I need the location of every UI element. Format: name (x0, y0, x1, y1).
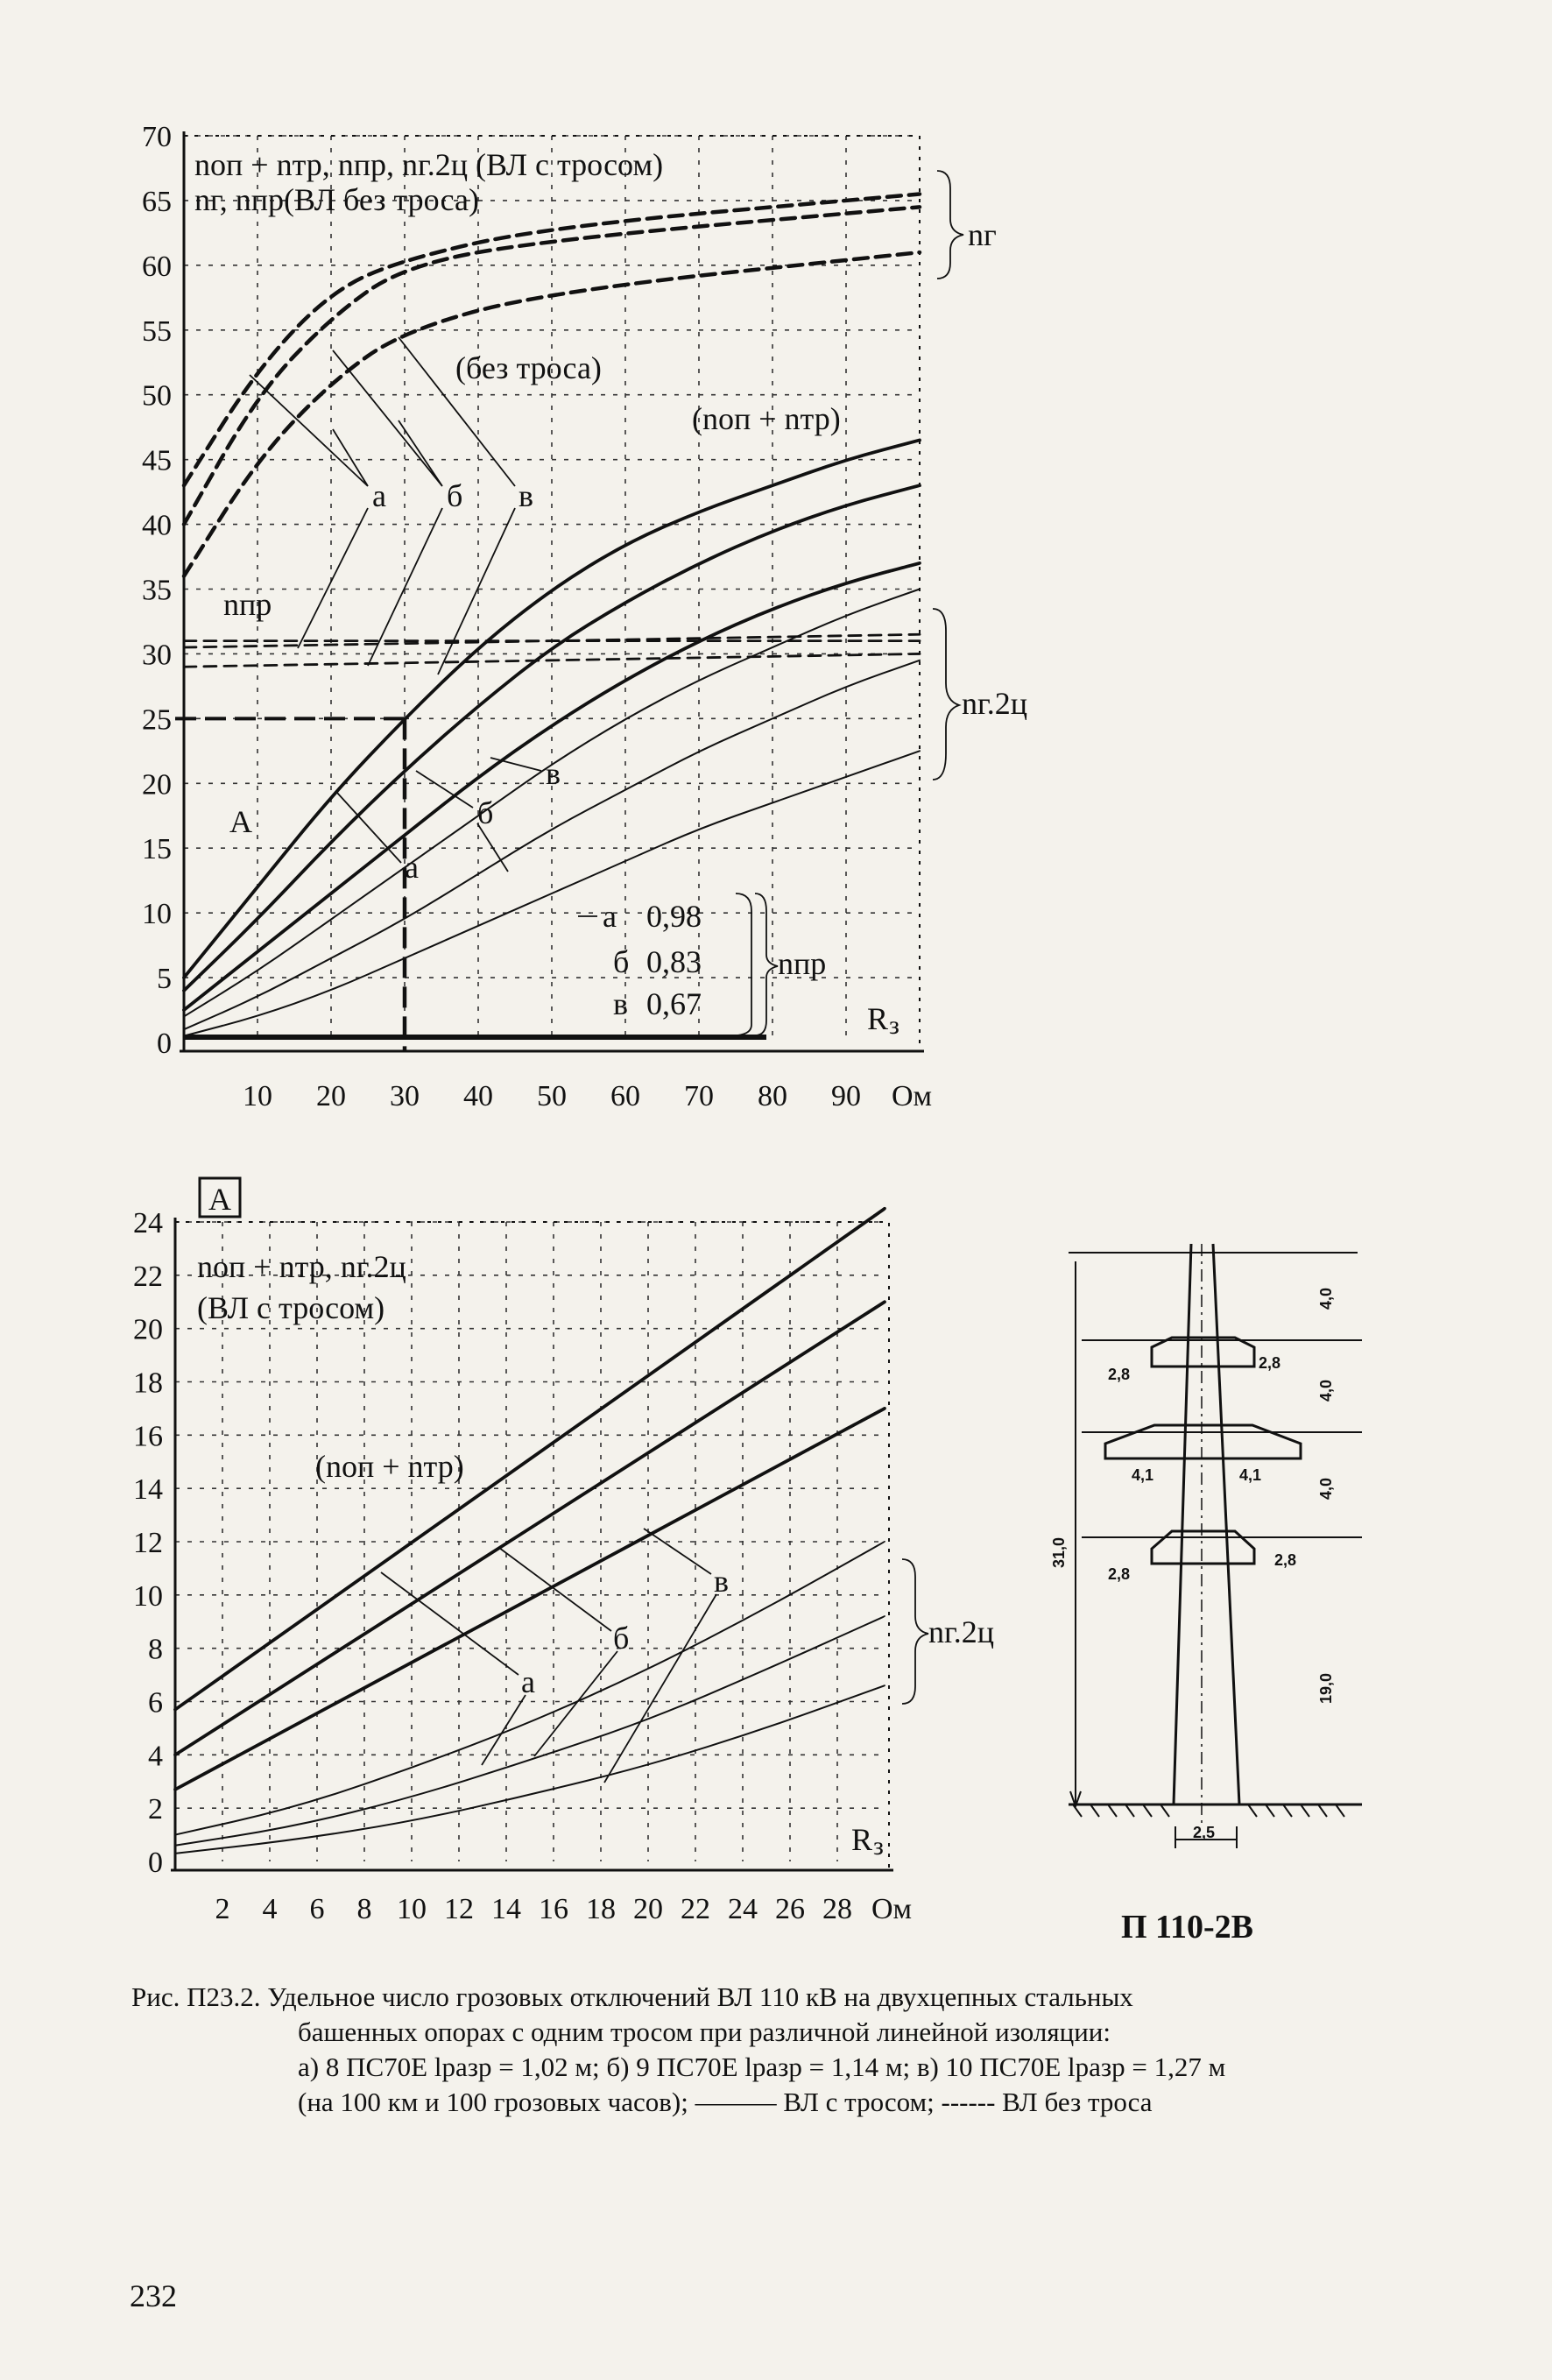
tower-section-4-label: 19,0 (1317, 1672, 1335, 1704)
legend-row-a-key: а (603, 899, 617, 934)
chart-main-lower-b: б (477, 795, 494, 830)
tower-crossarm-3 (1152, 1531, 1254, 1564)
chart-inset-y-tick-0: 0 (148, 1847, 163, 1879)
tower-body-right (1213, 1244, 1239, 1804)
chart-main-x-tick-70: 70 (684, 1080, 714, 1112)
chart-main-x-tick-40: 40 (463, 1080, 493, 1112)
tower-arm-1-right: 2,8 (1259, 1354, 1281, 1372)
chart-inset-y-tick-10: 10 (133, 1579, 163, 1613)
chart-inset-sum-label: (nоп + nтр) (315, 1449, 464, 1484)
chart-inset-brace-ng2c-label: nг.2ц (928, 1614, 994, 1649)
chart-main-y-tick-25: 25 (142, 703, 172, 737)
chart-main-brace-ng2c (933, 609, 959, 780)
tower-arm-3-left: 2,8 (1108, 1565, 1131, 1583)
chart-main-lower-v: в (546, 756, 561, 791)
chart-main-bez-trosa-label: (без троса) (455, 350, 602, 385)
caption-line-4: (на 100 км и 100 грозовых часов); ——— ВЛ с тросом; ------ ВЛ без троса (298, 2087, 1153, 2117)
chart-inset-y-tick-22: 22 (133, 1260, 163, 1293)
tower-section-3-label: 4,0 (1317, 1477, 1335, 1500)
tower-title: П 110-2В (1121, 1909, 1253, 1946)
tower-arm-1-left: 2,8 (1108, 1366, 1131, 1383)
chart-main-header-1: nоп + nтр, nпр, nг.2ц (ВЛ с тросом) (194, 147, 664, 182)
tower-ground-hatch-right (1248, 1804, 1344, 1817)
chart-inset-x-tick-26: 26 (775, 1893, 805, 1925)
chart-inset-y-tick-24: 24 (133, 1207, 163, 1239)
chart-main-x-tick-20: 20 (316, 1080, 346, 1112)
legend-brace-label: nпр (778, 946, 827, 981)
chart-main-x-tick-90: 90 (831, 1080, 861, 1112)
chart-inset-y-tick-20: 20 (133, 1313, 163, 1346)
chart-inset-x-tick-10: 10 (397, 1893, 427, 1925)
chart-inset-x-tick-2: 2 (215, 1893, 230, 1925)
chart-inset-x-variable-sub: з (873, 1832, 884, 1861)
chart-main-y-tick-10: 10 (142, 898, 172, 931)
tower-section-1-label: 4,0 (1317, 1287, 1335, 1310)
chart-main-y-tick-60: 60 (142, 250, 172, 283)
chart-main-header-2: nг, nпр(ВЛ без троса) (194, 182, 479, 217)
chart-main-region-label: А (229, 804, 252, 839)
chart-inset-x-tick-28: 28 (822, 1893, 852, 1925)
chart-main-x-variable-sub: з (889, 1011, 899, 1040)
page-number: 232 (130, 2278, 177, 2313)
legend-brace-right (755, 893, 778, 1035)
chart-inset-leader-v (604, 1529, 716, 1783)
chart-main-y-tick-15: 15 (142, 833, 172, 866)
chart-main-abv-b: б (447, 478, 463, 513)
tower-section-2-label: 4,0 (1317, 1379, 1335, 1402)
chart-main-x-tick-labels (243, 1080, 861, 1112)
chart-main-x-unit: Ом (892, 1080, 933, 1112)
tower-base-label: 2,5 (1193, 1824, 1216, 1841)
chart-inset-x-tick-labels (215, 1893, 853, 1925)
legend-row-v-key: в (613, 986, 628, 1021)
chart-main-brace-ng-label: nг (968, 217, 997, 252)
chart-main-y-tick-20: 20 (142, 768, 172, 802)
tower-arm-2-right: 4,1 (1239, 1466, 1262, 1484)
legend-row-a-value: 0,98 (646, 899, 702, 934)
chart-inset-series-g0-2 (175, 1409, 885, 1790)
tower-arm-3-right: 2,8 (1274, 1551, 1297, 1569)
chart-inset-y-tick-14: 14 (133, 1473, 163, 1507)
chart-main-sum-label: (nоп + nтр) (692, 401, 841, 436)
chart-main (142, 121, 1027, 1112)
chart-main-brace-ng2c-label: nг.2ц (962, 686, 1027, 721)
chart-main-abv-v: в (519, 478, 533, 513)
chart-inset-y-tick-12: 12 (133, 1527, 163, 1559)
caption-line-3: а) 8 ПС70Е lразр = 1,02 м; б) 9 ПС70Е lразр = 1,14 м; в) 10 ПС70Е lразр = 1,27 м (298, 2052, 1226, 2082)
chart-main-x-tick-30: 30 (390, 1080, 420, 1112)
chart-inset-x-tick-18: 18 (586, 1893, 616, 1925)
tower-crossarm-1 (1152, 1338, 1254, 1367)
chart-main-y-tick-50: 50 (142, 379, 172, 413)
tower-body-left (1174, 1244, 1191, 1804)
legend-row-b-value: 0,83 (646, 944, 702, 979)
chart-main-brace-ng (937, 171, 963, 279)
chart-main-y-tick-30: 30 (142, 639, 172, 672)
chart-inset-header-1: nоп + nтр, nг.2ц (197, 1249, 406, 1284)
chart-main-series-g3-2 (184, 751, 920, 1035)
chart-main-y-tick-5: 5 (157, 963, 172, 996)
chart-inset-x-tick-8: 8 (356, 1893, 372, 1925)
tower-ground-hatch-left (1073, 1804, 1169, 1817)
chart-inset-x-tick-6: 6 (309, 1893, 325, 1925)
chart-inset-x-tick-16: 16 (539, 1893, 568, 1925)
chart-main-y-tick-40: 40 (142, 509, 172, 542)
caption-line-1: Рис. П23.2. Удельное число грозовых отключений ВЛ 110 кВ на двухцепных стальных (131, 1981, 1133, 2012)
chart-inset-brace-ng2c (902, 1559, 928, 1704)
chart-main-y-tick-55: 55 (142, 314, 172, 348)
legend-row-b-key: б (613, 944, 630, 979)
chart-main-y-tick-0: 0 (157, 1028, 172, 1060)
chart-main-x-tick-10: 10 (243, 1080, 272, 1112)
chart-main-x-variable: R (867, 1001, 889, 1036)
chart-main-leader-b (333, 350, 442, 486)
chart-inset-x-tick-14: 14 (491, 1893, 521, 1925)
chart-inset-abv-b: б (613, 1621, 630, 1656)
chart-inset-y-tick-4: 4 (148, 1740, 163, 1773)
chart-main-leader-lower-b (416, 771, 508, 872)
chart-main-leader-a (250, 375, 368, 486)
chart-inset-x-variable: R (851, 1822, 873, 1857)
chart-inset-x-tick-22: 22 (681, 1893, 710, 1925)
chart-main-x-tick-80: 80 (758, 1080, 787, 1112)
chart-inset-x-tick-12: 12 (444, 1893, 474, 1925)
tower-height-total-label: 31,0 (1050, 1536, 1068, 1568)
chart-inset-y-tick-labels (133, 1207, 163, 1879)
chart-main-y-tick-45: 45 (142, 444, 172, 477)
legend-row-v-value: 0,67 (646, 986, 702, 1021)
chart-inset-abv-a: а (521, 1664, 535, 1699)
chart-inset-x-unit: Ом (871, 1893, 913, 1925)
chart-inset-y-tick-8: 8 (148, 1633, 163, 1666)
chart-inset-x-tick-20: 20 (633, 1893, 663, 1925)
chart-inset-y-tick-16: 16 (133, 1420, 163, 1453)
figure-caption (131, 1980, 1445, 2120)
caption-line-2: башенных опорах с одним тросом при различной линейной изоляции: (298, 2016, 1111, 2047)
chart-main-x-tick-60: 60 (610, 1080, 640, 1112)
tower-crossarm-2 (1105, 1425, 1301, 1458)
chart-inset-x-tick-4: 4 (262, 1893, 278, 1925)
chart-inset (133, 1178, 994, 1925)
chart-main-y-tick-65: 65 (142, 185, 172, 218)
chart-inset-y-tick-6: 6 (148, 1686, 163, 1720)
inset-tag: А (208, 1182, 231, 1217)
chart-inset-y-tick-18: 18 (133, 1367, 163, 1400)
chart-main-abv-a: а (372, 478, 386, 513)
tower-arm-2-left: 4,1 (1132, 1466, 1154, 1484)
legend-brace-left (736, 893, 751, 1035)
chart-inset-x-tick-24: 24 (728, 1893, 758, 1925)
chart-inset-header-2: (ВЛ с тросом) (197, 1290, 385, 1325)
tower-drawing (1069, 1244, 1362, 1848)
chart-main-npr-label: nпр (223, 587, 272, 622)
chart-inset-abv-v: в (714, 1564, 729, 1599)
chart-main-x-tick-50: 50 (537, 1080, 567, 1112)
chart-main-y-tick-labels (142, 121, 172, 1060)
chart-inset-y-tick-2: 2 (148, 1793, 163, 1826)
chart-main-y-tick-70: 70 (142, 121, 172, 153)
chart-main-legend (578, 893, 826, 1035)
chart-main-y-tick-35: 35 (142, 574, 172, 607)
chart-inset-leader-b (499, 1548, 617, 1756)
chart-main-lower-a: а (405, 850, 419, 885)
